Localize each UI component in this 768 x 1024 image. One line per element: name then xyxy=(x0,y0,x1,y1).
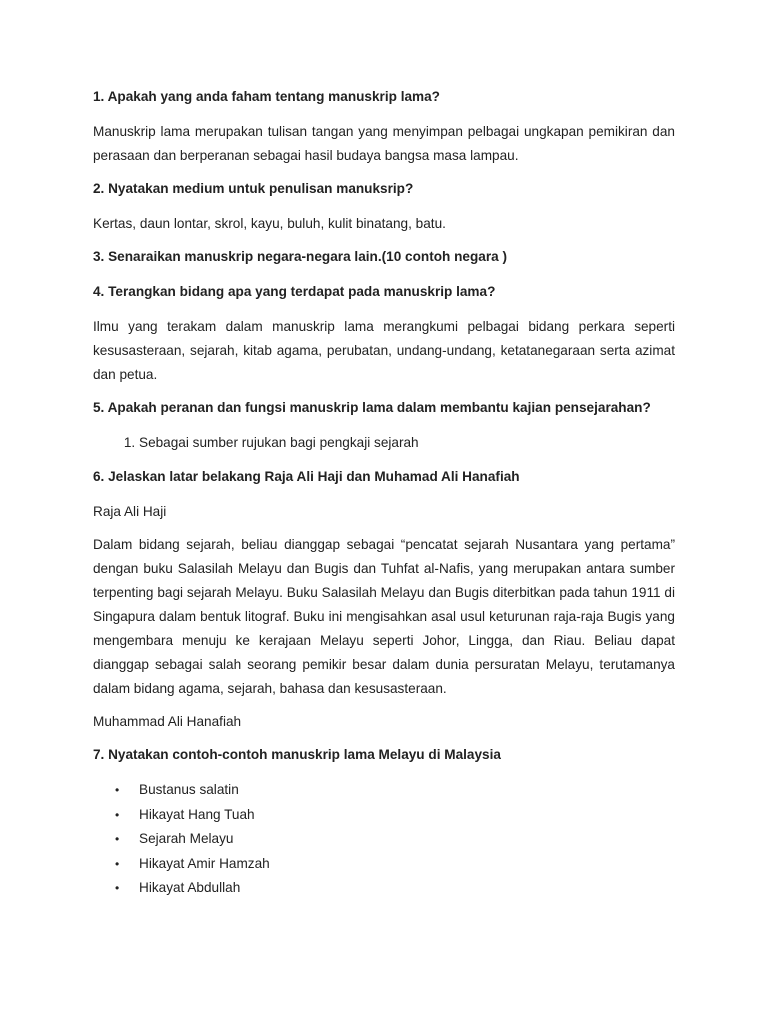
bullet-icon: • xyxy=(115,783,120,797)
question-2-heading: 2. Nyatakan medium untuk penulisan manuksrip? xyxy=(93,181,414,196)
question-6-heading: 6. Jelaskan latar belakang Raja Ali Haji dan Muhamad Ali Hanafiah xyxy=(93,469,520,484)
answer-5-numbered-list xyxy=(93,431,675,455)
list-item xyxy=(93,876,675,901)
list-item xyxy=(93,778,675,803)
question-4-heading: 4. Terangkan bidang apa yang terdapat pada manuskrip lama? xyxy=(93,284,496,299)
list-item xyxy=(93,852,675,877)
question-7-heading: 7. Nyatakan contoh-contoh manuskrip lama Melayu di Malaysia xyxy=(93,747,501,762)
list-item-text: Hikayat Amir Hamzah xyxy=(139,855,270,871)
bullet-icon: • xyxy=(115,881,120,895)
question-1-heading: 1. Apakah yang anda faham tentang manuskrip lama? xyxy=(93,89,440,104)
bullet-icon: • xyxy=(115,856,120,871)
bullet-icon: • xyxy=(115,832,120,846)
answer-1-paragraph: Manuskrip lama merupakan tulisan tangan yang menyimpan pelbagai ungkapan pemikiran dan perasaan dan berperanan sebagai hasil budaya bangsa masa lampau. xyxy=(93,124,675,163)
subheading-muhammad-ali-hanafiah: Muhammad Ali Hanafiah xyxy=(93,714,242,729)
list-item: 1. Sebagai sumber rujukan bagi pengkaji sejarah xyxy=(139,431,675,455)
raja-ali-haji-paragraph: Dalam bidang sejarah, beliau dianggap sebagai “pencatat sejarah Nusantara yang pertama” dengan buku Salasilah Melayu dan Bugis dan Tuhfat al-Nafis, yang merupakan antara sumber terpenting bagi sejarah Melayu. Buku Salasilah Melayu dan Bugis diterbitkan pada tahun 1911 di Singapura dalam bentuk litograf. Buku ini mengisahkan asal usul keturunan raja-raja Bugis yang mengembara menuju ke kerajaan Melayu seperti Johor, Lingga, dan Riau. Beliau dapat dianggap sebagai salah seorang pemikir besar dalam dunia persuratan Melayu, terutamanya dalam bidang agama, sejarah, bahasa dan kesusasteraan. xyxy=(93,537,675,696)
list-item-text: Hikayat Abdullah xyxy=(139,880,241,895)
answer-4-paragraph: Ilmu yang terakam dalam manuskrip lama merangkumi pelbagai bidang perkara seperti kesusasteraan, sejarah, kitab agama, perubatan, undang-undang, ketatanegaraan serta azimat dan petua. xyxy=(93,319,675,382)
document-page xyxy=(93,85,675,901)
question-3-heading: 3. Senaraikan manuskrip negara-negara lain.(10 contoh negara ) xyxy=(93,249,507,264)
list-item xyxy=(93,803,675,828)
answer-7-bullet-list xyxy=(93,778,675,901)
list-item-text: Bustanus salatin xyxy=(139,782,239,797)
list-item xyxy=(93,827,675,852)
answer-2-paragraph: Kertas, daun lontar, skrol, kayu, buluh, kulit binatang, batu. xyxy=(93,216,446,231)
subheading-raja-ali-haji: Raja Ali Haji xyxy=(93,504,167,519)
list-item-text: Hikayat Hang Tuah xyxy=(139,806,255,822)
question-5-heading: 5. Apakah peranan dan fungsi manuskrip lama dalam membantu kajian pensejarahan? xyxy=(93,400,651,415)
list-item-text: Sejarah Melayu xyxy=(139,831,234,846)
bullet-icon: • xyxy=(115,807,120,822)
